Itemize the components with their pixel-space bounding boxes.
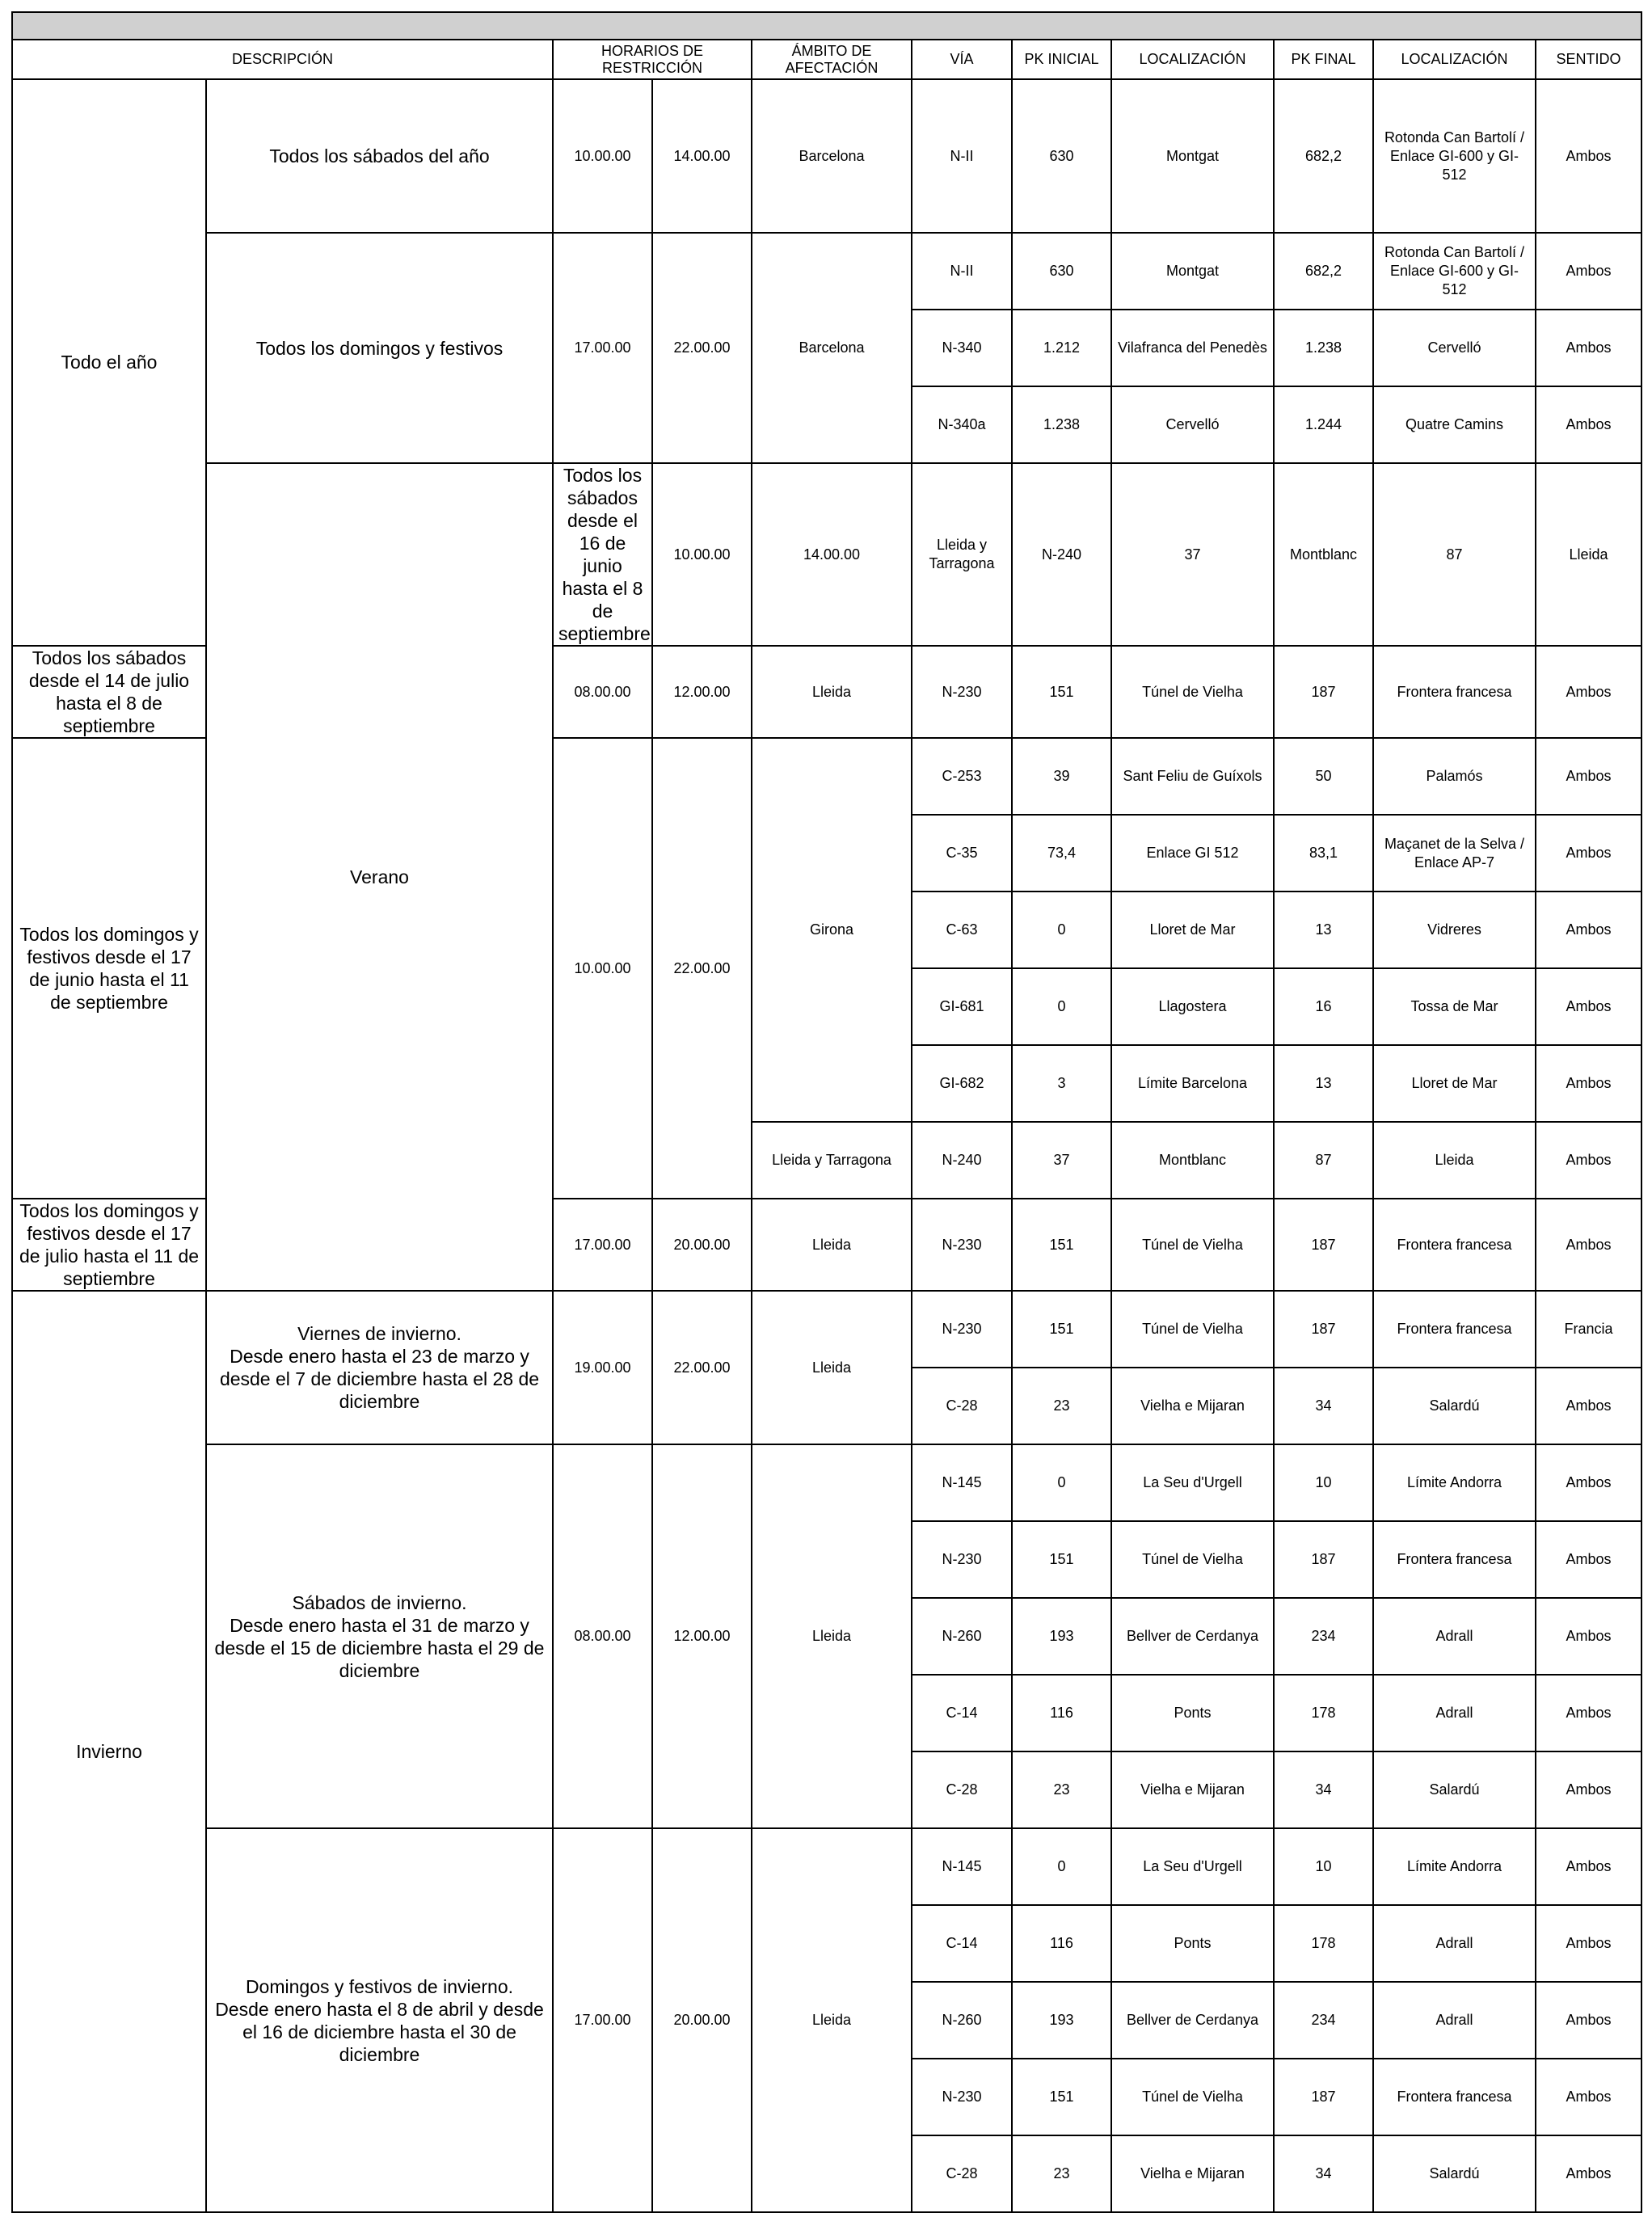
- pk-inicial-cell: 37: [1111, 463, 1274, 646]
- localizacion-inicial-cell: Montblanc: [1111, 1122, 1274, 1199]
- pk-final-cell: 178: [1274, 1905, 1373, 1982]
- sentido-cell: Ambos: [1536, 1905, 1641, 1982]
- pk-inicial-cell: 193: [1012, 1598, 1111, 1675]
- localizacion-inicial-cell: Montgat: [1111, 233, 1274, 310]
- localizacion-inicial-cell: Ponts: [1111, 1675, 1274, 1751]
- localizacion-final-cell: Adrall: [1373, 1675, 1536, 1751]
- pk-final-cell: 187: [1274, 1199, 1373, 1291]
- pk-final-cell: 87: [1373, 463, 1536, 646]
- localizacion-final-cell: Frontera francesa: [1373, 2059, 1536, 2135]
- restriction-table: [11, 11, 1642, 2213]
- pk-final-cell: 682,2: [1274, 79, 1373, 233]
- end-time-cell: 12.00.00: [652, 1444, 752, 1828]
- table-row: [12, 233, 1641, 310]
- via-cell: N-230: [912, 2059, 1012, 2135]
- via-cell: C-14: [912, 1675, 1012, 1751]
- sentido-cell: Ambos: [1536, 386, 1641, 463]
- end-time-cell: 22.00.00: [652, 233, 752, 463]
- via-cell: C-35: [912, 815, 1012, 892]
- header-band-row: [12, 12, 1641, 40]
- pk-inicial-cell: 151: [1012, 2059, 1111, 2135]
- pk-inicial-cell: 0: [1012, 1828, 1111, 1905]
- via-cell: C-14: [912, 1905, 1012, 1982]
- pk-inicial-cell: 0: [1012, 892, 1111, 968]
- sentido-cell: Francia: [1536, 1291, 1641, 1368]
- pk-inicial-cell: 0: [1012, 1444, 1111, 1521]
- localizacion-final-cell: Lloret de Mar: [1373, 1045, 1536, 1122]
- period-cell: Invierno: [12, 1291, 206, 2212]
- sentido-cell: Ambos: [1536, 968, 1641, 1045]
- via-cell: N-230: [912, 646, 1012, 738]
- table-row: [12, 1291, 1641, 1368]
- sentido-cell: Ambos: [1536, 1521, 1641, 1598]
- ambito-cell: Girona: [752, 738, 912, 1122]
- sentido-cell: Ambos: [1536, 1199, 1641, 1291]
- localizacion-final-cell: Palamós: [1373, 738, 1536, 815]
- via-cell: N-II: [912, 233, 1012, 310]
- localizacion-final-cell: Tossa de Mar: [1373, 968, 1536, 1045]
- restriction-table-container: [11, 11, 1641, 2213]
- localizacion-inicial-cell: Montgat: [1111, 79, 1274, 233]
- localizacion-inicial-cell: La Seu d'Urgell: [1111, 1444, 1274, 1521]
- localizacion-final-cell: Adrall: [1373, 1982, 1536, 2059]
- end-time-cell: 14.00.00: [752, 463, 912, 646]
- localizacion-final-cell: Límite Andorra: [1373, 1828, 1536, 1905]
- via-cell: N-240: [912, 1122, 1012, 1199]
- localizacion-inicial-cell: Túnel de Vielha: [1111, 1291, 1274, 1368]
- localizacion-final-cell: Salardú: [1373, 1368, 1536, 1444]
- localizacion-final-cell: Quatre Camins: [1373, 386, 1536, 463]
- pk-inicial-cell: 23: [1012, 1368, 1111, 1444]
- localizacion-inicial-cell: Ponts: [1111, 1905, 1274, 1982]
- pk-inicial-cell: 630: [1012, 233, 1111, 310]
- table-row: [12, 463, 1641, 646]
- start-time-cell: 08.00.00: [553, 1444, 652, 1828]
- localizacion-inicial-cell: Lloret de Mar: [1111, 892, 1274, 968]
- via-cell: N-260: [912, 1598, 1012, 1675]
- localizacion-inicial-cell: Túnel de Vielha: [1111, 1521, 1274, 1598]
- table-row: [12, 1444, 1641, 1521]
- pk-final-cell: 1.244: [1274, 386, 1373, 463]
- localizacion-inicial-cell: Vilafranca del Penedès: [1111, 310, 1274, 386]
- ambito-cell: Lleida y Tarragona: [752, 1122, 912, 1199]
- start-time-cell: 17.00.00: [553, 1199, 652, 1291]
- column-header-row: [12, 40, 1641, 79]
- col-header-via: VÍA: [912, 40, 1012, 79]
- via-cell: N-230: [912, 1199, 1012, 1291]
- ambito-cell: Barcelona: [752, 233, 912, 463]
- via-cell: N-II: [912, 79, 1012, 233]
- via-cell: C-28: [912, 2135, 1012, 2212]
- pk-inicial-cell: 151: [1012, 646, 1111, 738]
- sentido-cell: Ambos: [1536, 1368, 1641, 1444]
- sentido-cell: Ambos: [1536, 2059, 1641, 2135]
- pk-final-cell: 13: [1274, 1045, 1373, 1122]
- ambito-cell: Lleida: [752, 646, 912, 738]
- pk-inicial-cell: 193: [1012, 1982, 1111, 2059]
- pk-inicial-cell: 23: [1012, 2135, 1111, 2212]
- pk-inicial-cell: 23: [1012, 1751, 1111, 1828]
- table-body: [12, 79, 1641, 2212]
- pk-inicial-cell: 3: [1012, 1045, 1111, 1122]
- col-header-pk-final: PK FINAL: [1274, 40, 1373, 79]
- via-cell: N-230: [912, 1291, 1012, 1368]
- ambito-cell: Lleida: [752, 1444, 912, 1828]
- localizacion-final-cell: Lleida: [1536, 463, 1641, 646]
- col-header-descripcion: DESCRIPCIÓN: [12, 40, 553, 79]
- description-cell: Todos los sábados del año: [206, 79, 553, 233]
- pk-inicial-cell: 37: [1012, 1122, 1111, 1199]
- ambito-cell: Lleida: [752, 1291, 912, 1444]
- localizacion-final-cell: Cervelló: [1373, 310, 1536, 386]
- pk-final-cell: 16: [1274, 968, 1373, 1045]
- localizacion-final-cell: Salardú: [1373, 1751, 1536, 1828]
- localizacion-final-cell: Rotonda Can Bartolí / Enlace GI-600 y GI-512: [1373, 233, 1536, 310]
- localizacion-final-cell: Adrall: [1373, 1905, 1536, 1982]
- via-cell: N-240: [1012, 463, 1111, 646]
- via-cell: GI-682: [912, 1045, 1012, 1122]
- description-cell: Todos los domingos y festivos desde el 17 de junio hasta el 11 de septiembre: [12, 738, 206, 1199]
- period-cell: Verano: [206, 463, 553, 1291]
- sentido-cell: Ambos: [1536, 1675, 1641, 1751]
- pk-final-cell: 34: [1274, 2135, 1373, 2212]
- localizacion-inicial-cell: Vielha e Mijaran: [1111, 1368, 1274, 1444]
- sentido-cell: Ambos: [1536, 738, 1641, 815]
- pk-inicial-cell: 151: [1012, 1521, 1111, 1598]
- col-header-localizacion-final: LOCALIZACIÓN: [1373, 40, 1536, 79]
- pk-final-cell: 682,2: [1274, 233, 1373, 310]
- localizacion-final-cell: Maçanet de la Selva / Enlace AP-7: [1373, 815, 1536, 892]
- description-cell: Todos los domingos y festivos desde el 17 de julio hasta el 11 de septiembre: [12, 1199, 206, 1291]
- localizacion-inicial-cell: Llagostera: [1111, 968, 1274, 1045]
- localizacion-inicial-cell: Túnel de Vielha: [1111, 2059, 1274, 2135]
- col-header-ambito: ÁMBITO DE AFECTACIÓN: [752, 40, 912, 79]
- localizacion-inicial-cell: Cervelló: [1111, 386, 1274, 463]
- col-header-horarios: HORARIOS DE RESTRICCIÓN: [553, 40, 752, 79]
- via-cell: N-145: [912, 1444, 1012, 1521]
- localizacion-inicial-cell: Túnel de Vielha: [1111, 1199, 1274, 1291]
- end-time-cell: 14.00.00: [652, 79, 752, 233]
- pk-final-cell: 187: [1274, 1291, 1373, 1368]
- sentido-cell: Ambos: [1536, 310, 1641, 386]
- localizacion-inicial-cell: Vielha e Mijaran: [1111, 2135, 1274, 2212]
- via-cell: N-340a: [912, 386, 1012, 463]
- end-time-cell: 12.00.00: [652, 646, 752, 738]
- header-band: [12, 12, 1641, 40]
- localizacion-inicial-cell: La Seu d'Urgell: [1111, 1828, 1274, 1905]
- period-cell: Todo el año: [12, 79, 206, 646]
- end-time-cell: 20.00.00: [652, 1199, 752, 1291]
- localizacion-inicial-cell: Montblanc: [1274, 463, 1373, 646]
- localizacion-final-cell: Salardú: [1373, 2135, 1536, 2212]
- ambito-cell: Lleida: [752, 1828, 912, 2212]
- localizacion-inicial-cell: Vielha e Mijaran: [1111, 1751, 1274, 1828]
- sentido-cell: Ambos: [1536, 1982, 1641, 2059]
- pk-inicial-cell: 151: [1012, 1199, 1111, 1291]
- pk-inicial-cell: 151: [1012, 1291, 1111, 1368]
- start-time-cell: 17.00.00: [553, 1828, 652, 2212]
- localizacion-final-cell: Vidreres: [1373, 892, 1536, 968]
- pk-final-cell: 187: [1274, 646, 1373, 738]
- pk-final-cell: 234: [1274, 1598, 1373, 1675]
- pk-final-cell: 234: [1274, 1982, 1373, 2059]
- sentido-cell: Ambos: [1536, 815, 1641, 892]
- sentido-cell: Ambos: [1536, 1598, 1641, 1675]
- pk-inicial-cell: 116: [1012, 1905, 1111, 1982]
- pk-inicial-cell: 1.238: [1012, 386, 1111, 463]
- start-time-cell: 19.00.00: [553, 1291, 652, 1444]
- description-cell: Sábados de invierno. Desde enero hasta el 31 de marzo y desde el 15 de diciembre hasta el 29 de diciembre: [206, 1444, 553, 1828]
- end-time-cell: 22.00.00: [652, 738, 752, 1199]
- via-cell: N-145: [912, 1828, 1012, 1905]
- pk-final-cell: 87: [1274, 1122, 1373, 1199]
- pk-final-cell: 34: [1274, 1368, 1373, 1444]
- pk-inicial-cell: 39: [1012, 738, 1111, 815]
- col-header-sentido: SENTIDO: [1536, 40, 1641, 79]
- via-cell: N-340: [912, 310, 1012, 386]
- pk-final-cell: 10: [1274, 1444, 1373, 1521]
- sentido-cell: Ambos: [1536, 1122, 1641, 1199]
- localizacion-inicial-cell: Bellver de Cerdanya: [1111, 1982, 1274, 2059]
- start-time-cell: 08.00.00: [553, 646, 652, 738]
- localizacion-final-cell: Frontera francesa: [1373, 1521, 1536, 1598]
- pk-inicial-cell: 630: [1012, 79, 1111, 233]
- description-cell: Domingos y festivos de invierno. Desde enero hasta el 8 de abril y desde el 16 de diciembre hasta el 30 de diciembre: [206, 1828, 553, 2212]
- sentido-cell: Ambos: [1536, 2135, 1641, 2212]
- via-cell: C-63: [912, 892, 1012, 968]
- pk-inicial-cell: 73,4: [1012, 815, 1111, 892]
- localizacion-inicial-cell: Bellver de Cerdanya: [1111, 1598, 1274, 1675]
- pk-final-cell: 83,1: [1274, 815, 1373, 892]
- localizacion-final-cell: Frontera francesa: [1373, 646, 1536, 738]
- via-cell: GI-681: [912, 968, 1012, 1045]
- end-time-cell: 22.00.00: [652, 1291, 752, 1444]
- pk-inicial-cell: 1.212: [1012, 310, 1111, 386]
- col-header-pk-inicial: PK INICIAL: [1012, 40, 1111, 79]
- sentido-cell: Ambos: [1536, 1828, 1641, 1905]
- ambito-cell: Lleida y Tarragona: [912, 463, 1012, 646]
- via-cell: C-28: [912, 1751, 1012, 1828]
- localizacion-inicial-cell: Túnel de Vielha: [1111, 646, 1274, 738]
- sentido-cell: Ambos: [1536, 892, 1641, 968]
- pk-final-cell: 34: [1274, 1751, 1373, 1828]
- start-time-cell: 10.00.00: [553, 79, 652, 233]
- localizacion-inicial-cell: Límite Barcelona: [1111, 1045, 1274, 1122]
- localizacion-final-cell: Frontera francesa: [1373, 1199, 1536, 1291]
- via-cell: C-253: [912, 738, 1012, 815]
- description-cell: Viernes de invierno. Desde enero hasta el 23 de marzo y desde el 7 de diciembre hasta el 28 de diciembre: [206, 1291, 553, 1444]
- via-cell: C-28: [912, 1368, 1012, 1444]
- table-row: [12, 1828, 1641, 1905]
- description-cell: Todos los sábados desde el 14 de julio hasta el 8 de septiembre: [12, 646, 206, 738]
- description-cell: Todos los domingos y festivos: [206, 233, 553, 463]
- via-cell: N-230: [912, 1521, 1012, 1598]
- sentido-cell: Ambos: [1536, 233, 1641, 310]
- ambito-cell: Barcelona: [752, 79, 912, 233]
- pk-final-cell: 10: [1274, 1828, 1373, 1905]
- end-time-cell: 20.00.00: [652, 1828, 752, 2212]
- localizacion-final-cell: Adrall: [1373, 1598, 1536, 1675]
- start-time-cell: 10.00.00: [553, 738, 652, 1199]
- pk-final-cell: 50: [1274, 738, 1373, 815]
- description-cell: Todos los sábados desde el 16 de junio hasta el 8 de septiembre: [553, 463, 652, 646]
- sentido-cell: Ambos: [1536, 79, 1641, 233]
- pk-final-cell: 187: [1274, 1521, 1373, 1598]
- via-cell: N-260: [912, 1982, 1012, 2059]
- pk-inicial-cell: 0: [1012, 968, 1111, 1045]
- sentido-cell: Ambos: [1536, 646, 1641, 738]
- localizacion-inicial-cell: Enlace GI 512: [1111, 815, 1274, 892]
- sentido-cell: Ambos: [1536, 1751, 1641, 1828]
- localizacion-final-cell: Límite Andorra: [1373, 1444, 1536, 1521]
- ambito-cell: Lleida: [752, 1199, 912, 1291]
- start-time-cell: 17.00.00: [553, 233, 652, 463]
- pk-final-cell: 187: [1274, 2059, 1373, 2135]
- localizacion-inicial-cell: Sant Feliu de Guíxols: [1111, 738, 1274, 815]
- pk-inicial-cell: 116: [1012, 1675, 1111, 1751]
- localizacion-final-cell: Frontera francesa: [1373, 1291, 1536, 1368]
- sentido-cell: Ambos: [1536, 1444, 1641, 1521]
- pk-final-cell: 1.238: [1274, 310, 1373, 386]
- start-time-cell: 10.00.00: [652, 463, 752, 646]
- localizacion-final-cell: Rotonda Can Bartolí / Enlace GI-600 y GI-512: [1373, 79, 1536, 233]
- col-header-localizacion-inicial: LOCALIZACIÓN: [1111, 40, 1274, 79]
- sentido-cell: Ambos: [1536, 1045, 1641, 1122]
- table-row: [12, 79, 1641, 233]
- localizacion-final-cell: Lleida: [1373, 1122, 1536, 1199]
- pk-final-cell: 13: [1274, 892, 1373, 968]
- pk-final-cell: 178: [1274, 1675, 1373, 1751]
